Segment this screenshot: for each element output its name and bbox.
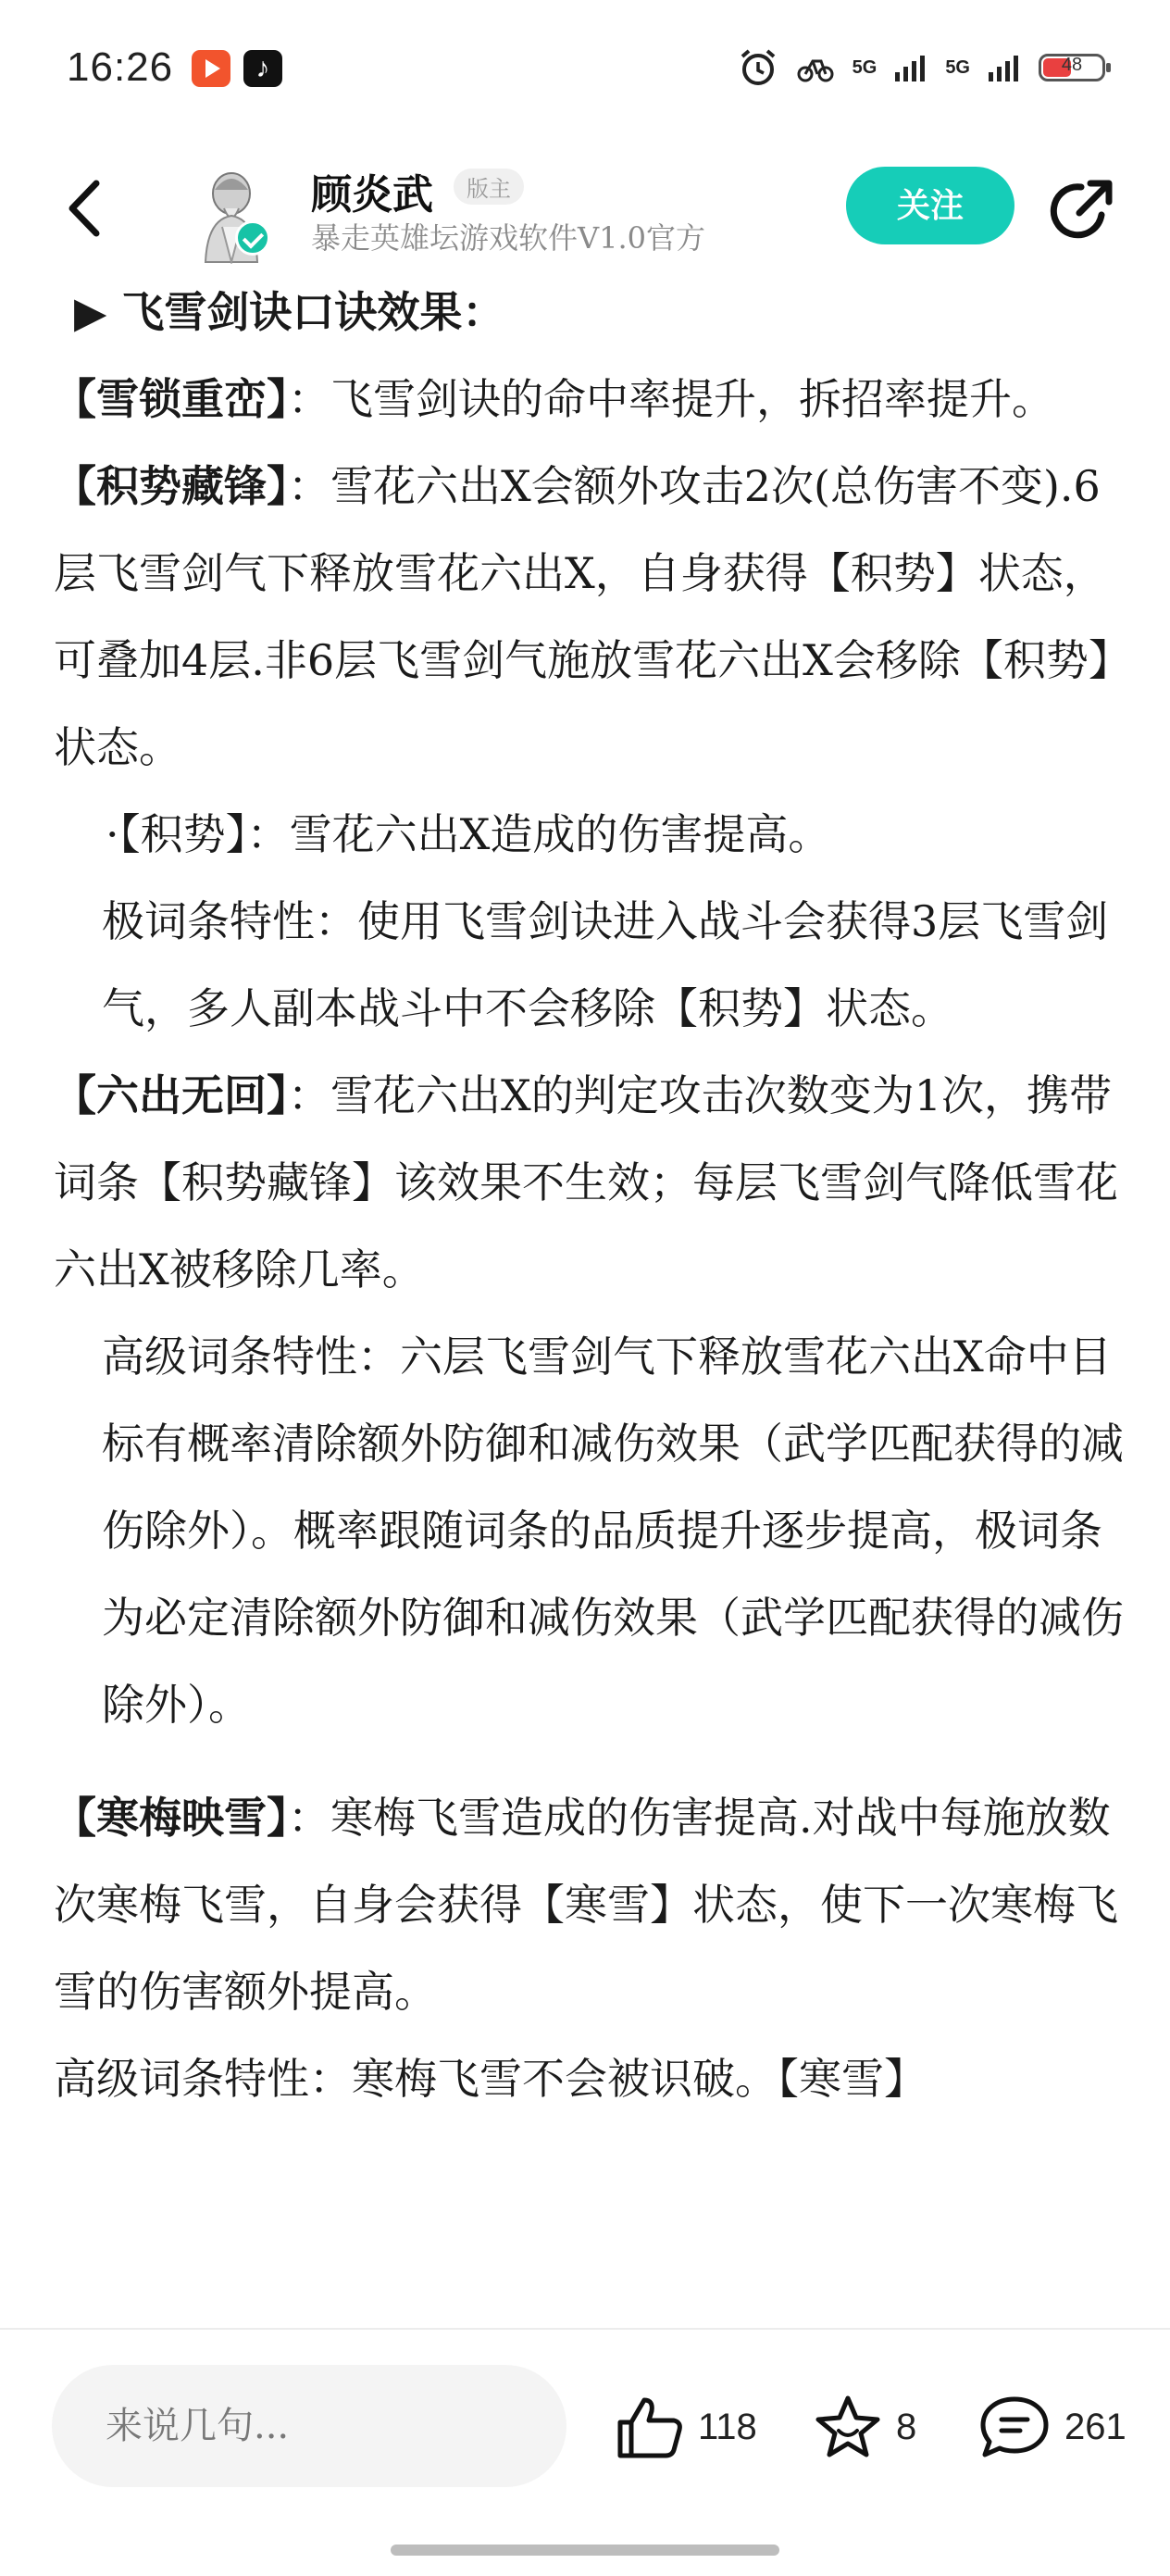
bullet-jishi: ·【积势】：雪花六出X造成的伤害提高。 bbox=[106, 809, 831, 859]
comment-count: 261 bbox=[1064, 2406, 1126, 2447]
signal-icon-2 bbox=[989, 54, 1020, 81]
comment-bubble-icon bbox=[977, 2394, 1052, 2460]
paragraph-gap bbox=[54, 1748, 1127, 1774]
star-icon bbox=[813, 2394, 883, 2460]
author-subtitle: 暴走英雄坛游戏软件V1.0官方 bbox=[311, 220, 706, 256]
home-indicator[interactable] bbox=[391, 2545, 779, 2556]
skill-text: ：雪花六出X会额外攻击2次(总伤害不变).6层飞雪剑气下释放雪花六出X，自身获得【积势】状态，可叠加4层.非6层飞雪剑气施放雪花六出X会移除【积势】状态。 bbox=[54, 461, 1110, 772]
paragraph-jishi bbox=[54, 443, 1127, 791]
status-time: 16:26 bbox=[67, 44, 174, 90]
status-icons bbox=[738, 44, 1105, 91]
note-advanced-entry: 高级词条特性：六层飞雪剑气下释放雪花六出X命中目标有概率清除额外防御和减伤效果（武学匹配获得的减伤除外）。概率跟随词条的品质提升逐步提高，极词条为必定清除额外防御和减伤效果（武学匹配获得的减伤除外）。 bbox=[102, 1332, 1124, 1730]
paragraph-liuchu bbox=[54, 1052, 1127, 1313]
section-heading: ▶ 飞雪剑诀口诀效果： bbox=[74, 287, 505, 337]
paragraph-hanmei bbox=[54, 1774, 1127, 2035]
network-label-2: 5G bbox=[945, 56, 970, 78]
skill-text: ：寒梅飞雪造成的伤害提高.对战中每施放数次寒梅飞雪，自身会获得【寒雪】状态，使下一次寒梅飞雪的伤害额外提高。 bbox=[54, 1793, 1118, 2017]
video-app-icon bbox=[192, 50, 230, 87]
share-icon[interactable] bbox=[1046, 174, 1118, 246]
comment-button[interactable] bbox=[977, 2395, 1126, 2459]
skill-title: 【寒梅映雪】 bbox=[54, 1793, 288, 1843]
skill-text: ：飞雪剑诀的命中率提升，拆招率提升。 bbox=[288, 374, 1054, 424]
like-button[interactable] bbox=[615, 2395, 757, 2459]
tiktok-app-icon: ♪ bbox=[243, 50, 282, 87]
moderator-badge: 版主 bbox=[454, 169, 524, 205]
status-bar bbox=[0, 0, 1170, 139]
note-hanmei-advanced: 高级词条特性：寒梅飞雪不会被识破。【寒雪】 bbox=[54, 2054, 927, 2104]
note-ji-entry: 极词条特性：使用飞雪剑诀进入战斗会获得3层飞雪剑气，多人副本战斗中不会移除【积势】状态。 bbox=[102, 896, 1109, 1033]
alarm-icon bbox=[738, 47, 778, 88]
battery-icon bbox=[1039, 54, 1105, 81]
paragraph-xuesuo bbox=[54, 356, 1127, 443]
follow-button[interactable]: 关注 bbox=[846, 167, 1014, 244]
thumbs-up-icon bbox=[615, 2395, 685, 2459]
comment-input[interactable] bbox=[52, 2365, 566, 2487]
skill-text: ：雪花六出X的判定攻击次数变为1次，携带词条【积势藏锋】该效果不生效；每层飞雪剑气降低雪花六出X被移除几率。 bbox=[54, 1070, 1118, 1294]
favorite-count: 8 bbox=[896, 2406, 917, 2447]
post-content bbox=[54, 269, 1127, 2122]
favorite-button[interactable] bbox=[813, 2395, 916, 2459]
skill-title: 【雪锁重峦】 bbox=[54, 374, 288, 424]
like-count: 118 bbox=[698, 2406, 757, 2447]
skill-title: 【六出无回】 bbox=[54, 1070, 288, 1120]
skill-title: 【积势藏锋】 bbox=[54, 461, 288, 511]
bike-icon bbox=[797, 52, 834, 83]
back-arrow-icon[interactable] bbox=[57, 176, 113, 241]
battery-level: 48 bbox=[1061, 55, 1083, 75]
network-label-1: 5G bbox=[852, 56, 878, 78]
bottom-action-bar bbox=[0, 2328, 1170, 2576]
signal-icon bbox=[895, 54, 927, 81]
author-name[interactable]: 顾炎武 bbox=[311, 171, 433, 219]
post-header bbox=[0, 139, 1170, 278]
verified-badge-icon bbox=[235, 220, 270, 256]
